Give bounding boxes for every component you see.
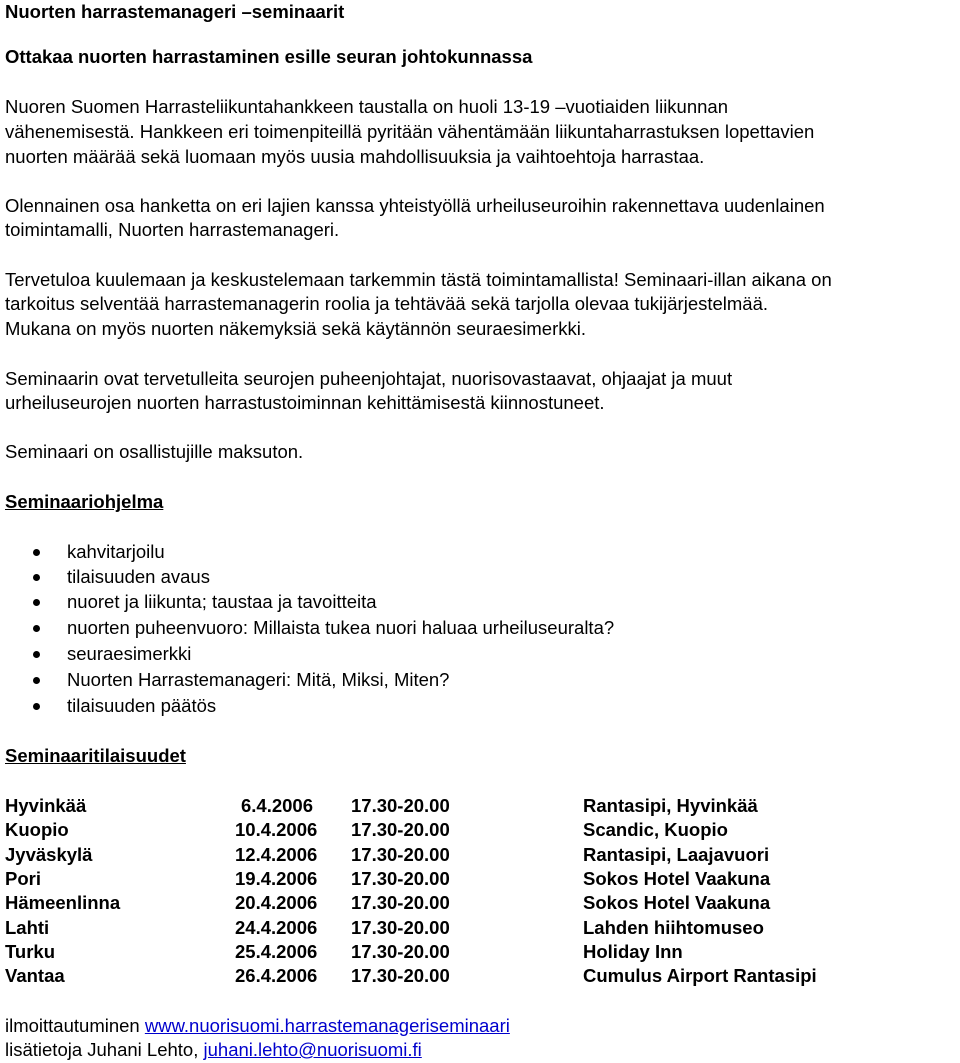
paragraph-line: Mukana on myös nuorten näkemyksiä sekä käytännön seuraesimerkki.: [5, 318, 586, 339]
document-subtitle: Ottakaa nuorten harrastaminen esille seuran johtokunnassa: [5, 46, 533, 67]
bullet-icon: [33, 703, 40, 710]
venue-cell: Rantasipi, Laajavuori: [583, 844, 770, 865]
registration-link[interactable]: www.nuorisuomi.harrastemanageriseminaari: [144, 1015, 510, 1036]
info-line: [5, 1038, 422, 1063]
program-heading: Seminaariohjelma: [5, 491, 164, 512]
city-cell: Jyväskylä: [5, 844, 93, 865]
date-cell: 12.4.2006: [235, 844, 318, 865]
paragraph-line: urheiluseurojen nuorten harrastustoiminnan kehittämisestä kiinnostuneet.: [5, 392, 605, 413]
time-cell: 17.30-20.00: [351, 795, 450, 816]
venue-cell: Rantasipi, Hyvinkää: [583, 795, 758, 816]
city-cell: Vantaa: [5, 965, 65, 986]
venue-cell: Scandic, Kuopio: [583, 819, 728, 840]
paragraph-line: Seminaarin ovat tervetulleita seurojen puheenjohtajat, nuorisovastaavat, ohjaajat ja muut: [5, 368, 733, 389]
venue-cell: Lahden hiihtomuseo: [583, 917, 764, 938]
venue-cell: Cumulus Airport Rantasipi: [583, 965, 817, 986]
city-cell: Turku: [5, 941, 56, 962]
date-cell: 10.4.2006: [235, 819, 318, 840]
time-cell: 17.30-20.00: [351, 844, 450, 865]
date-cell: 20.4.2006: [235, 892, 318, 913]
registration-line: [5, 1014, 510, 1039]
date-cell: 26.4.2006: [235, 965, 318, 986]
city-cell: Hyvinkää: [5, 795, 87, 816]
paragraph-line: Nuoren Suomen Harrasteliikuntahankkeen taustalla on huoli 13-19 –vuotiaiden liikunnan: [5, 96, 728, 117]
registration-label: ilmoittautuminen: [5, 1015, 140, 1036]
info-label: lisätietoja Juhani Lehto,: [5, 1039, 199, 1060]
city-cell: Pori: [5, 868, 41, 889]
bullet-icon: [33, 574, 40, 581]
time-cell: 17.30-20.00: [351, 965, 450, 986]
email-link[interactable]: juhani.lehto@nuorisuomi.fi: [203, 1039, 422, 1060]
bullet-icon: [33, 625, 40, 632]
date-cell: 6.4.2006: [241, 795, 314, 816]
venue-cell: Holiday Inn: [583, 941, 683, 962]
time-cell: 17.30-20.00: [351, 868, 450, 889]
time-cell: 17.30-20.00: [351, 941, 450, 962]
date-cell: 25.4.2006: [235, 941, 318, 962]
city-cell: Kuopio: [5, 819, 69, 840]
venue-cell: Sokos Hotel Vaakuna: [583, 892, 771, 913]
city-cell: Hämeenlinna: [5, 892, 121, 913]
bullet-icon: [33, 677, 40, 684]
time-cell: 17.30-20.00: [351, 892, 450, 913]
venue-cell: Sokos Hotel Vaakuna: [583, 868, 771, 889]
bullet-icon: [33, 651, 40, 658]
time-cell: 17.30-20.00: [351, 819, 450, 840]
city-cell: Lahti: [5, 917, 50, 938]
paragraph-fee: Seminaari on osallistujille maksuton.: [5, 441, 304, 462]
date-cell: 24.4.2006: [235, 917, 318, 938]
bullet-icon: [33, 599, 40, 606]
paragraph-line: Tervetuloa kuulemaan ja keskustelemaan tarkemmin tästä toimintamallista! Seminaari-illan aikana on: [5, 269, 832, 290]
document-title: Nuorten harrastemanageri –seminaarit: [5, 1, 345, 22]
events-heading: Seminaaritilaisuudet: [5, 745, 186, 766]
paragraph-line: tarkoitus selventää harrastemanagerin roolia ja tehtävää sekä tarjolla olevaa tukijärjestelmää.: [5, 293, 769, 314]
date-cell: 19.4.2006: [235, 868, 318, 889]
bullet-icon: [33, 549, 40, 556]
time-cell: 17.30-20.00: [351, 917, 450, 938]
paragraph-line: vähenemisestä. Hankkeen eri toimenpiteillä pyritään vähentämään liikuntaharrastuksen lopettavien: [5, 121, 815, 142]
paragraph-line: nuorten määrää sekä luomaan myös uusia mahdollisuuksia ja vaihtoehtoja harrastaa.: [5, 146, 705, 167]
paragraph-line: Olennainen osa hanketta on eri lajien kanssa yhteistyöllä urheiluseuroihin rakennettava uudenlainen: [5, 195, 825, 216]
paragraph-line: toimintamalli, Nuorten harrastemanageri.: [5, 219, 340, 240]
